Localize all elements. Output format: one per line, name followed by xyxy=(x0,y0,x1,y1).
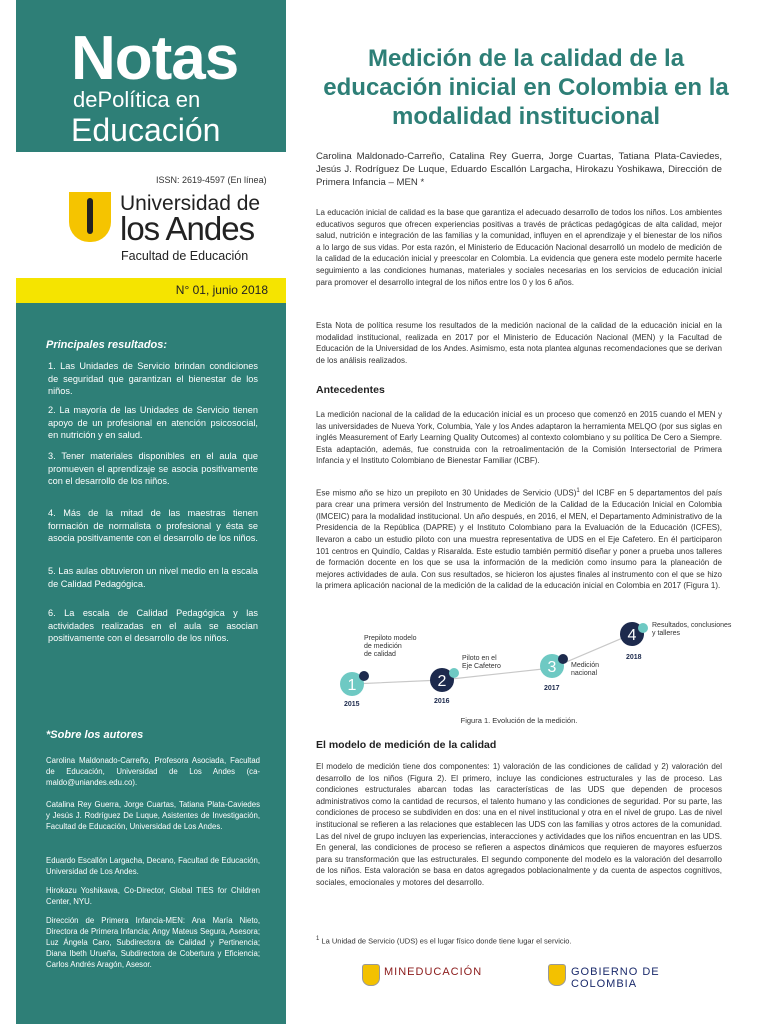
footnote-text: La Unidad de Servicio (UDS) es el lugar físico donde tiene lugar el servicio. xyxy=(319,936,572,946)
government-logo-text: GOBIERNO DE COLOMBIA xyxy=(571,966,660,990)
antecedentes-paragraph-1: La medición nacional de la calidad de la educación inicial es un proceso que comenzó en 2015 cuando el MEN y las universidades de Nueva York, Columbia, Yale y los Andes adaptaron la herramienta MELQO (por sus siglas en inglés Measurement of Early Learning Quality Outcomes) al contexto colombiano y su política De Cero a Siempre. Esta adaptación, además, fue construida con la retroalimentación de la Comisión Intersectorial de Primera Infancia y el Instituto Colombiano de Bienestar Familiar (ICBF). xyxy=(316,410,722,466)
author-entry: Hirokazu Yoshikawa, Co-Director, Global TIES for Children Center, NYU. xyxy=(46,886,260,906)
modelo-paragraph: El modelo de medición tiene dos componentes: 1) valoración de las condiciones de calidad y 2) valoración del desarrollo de los niños (Figura 2). El primero, incluye las condiciones estructurales y las de proceso. Las condiciones estructurales abarcan todas las características de las UDS que dependen de procesos administrativos como la cantidad de recursos, el talento humano y las condiciones de seguridad. Por su parte, las condiciones de proceso se subdividen en dos: una en el nivel institucional y otra en el nivel de grupo. Las de nivel institucional se refieren a las relaciones que establecen las UDS con las familias y otros actores de la comunidad. Las del nivel de grupo incluyen las experiencias, interacciones y actividades que los niños encuentran en las UDS. En general, las condiciones de proceso se refieren a aspectos dinámicos que requieren de mayores esfuerzos para su transformación que las estructurales. El segundo componente del modelo es la valoración del desarrollo de los niños. Esta valoración se basa en datos agregados poblacionalmente y da cuenta de aspectos cognitivos, sociales, emocionales y motores del desarrollo. xyxy=(316,762,723,887)
timeline-step-year: 2016 xyxy=(434,698,450,705)
issn: ISSN: 2619-4597 (En línea) xyxy=(156,175,267,185)
timeline-step-number: 1 xyxy=(347,677,357,694)
timeline-step-label: Medición nacional xyxy=(571,662,600,677)
authors-heading: *Sobre los autores xyxy=(46,729,144,741)
results-panel xyxy=(16,303,286,1024)
masthead-de: de xyxy=(73,87,98,112)
section-heading-antecedentes: Antecedentes xyxy=(316,384,385,396)
masthead-politica: Política en xyxy=(97,87,201,112)
section-heading-modelo: El modelo de medición de la calidad xyxy=(316,739,497,751)
timeline-step-dot xyxy=(449,668,459,678)
result-item: 1. Las Unidades de Servicio brindan condiciones de seguridad que garantizan el bienestar de los niños. xyxy=(48,361,258,397)
timeline-step-dot xyxy=(558,654,568,664)
antecedentes-paragraph-2-post: del ICBF en 5 departamentos del país para crear una primera versión del Instrumento de Medición de la Calidad de la Educación Inicial en Colombia (IMCEIC) para la modalidad institucional. Un año después, en 2016, el MEN, el Departamento Administrativo de la Presidencia de la República (DAPRE) y el Instituto Colombiano para la Evaluación de la Educación (ICFES), llevaron a cabo un estudio piloto con una muestra representativa de UDS en el Eje Cafetero. En él participaron 101 centros en Quindío, Caldas y Risaralda. Este estudio también permitió diseñar y poner a prueba unos talleres de formación docente en los que se usa la información de la medición como insumo para la planeación de mejores actividades de aula. Con sus resultados, se hicieron los ajustes finales al instrumento con el que se hizo la primera aplicación nacional de la medición de la calidad de la educación inicial en Colombia en 2017 (Figura 1). xyxy=(316,488,722,591)
figure-caption: Figura 1. Evolución de la medición. xyxy=(460,716,578,725)
university-name-line2: los Andes xyxy=(120,210,255,247)
issue-number: N° 01, junio 2018 xyxy=(175,283,268,297)
timeline-step-year: 2017 xyxy=(544,685,560,692)
university-shield-icon xyxy=(69,192,111,242)
timeline-step-number: 4 xyxy=(627,627,637,644)
result-item: 4. Más de la mitad de las maestras tienen formación de normalista o profesional y ésta se asocia positivamente con el desarrollo de los niños. xyxy=(48,508,258,544)
author-entry: Catalina Rey Guerra, Jorge Cuartas, Tatiana Plata-Caviedes y Jesús J. Rodríguez De Luque, Asistentes de Investigación, Facultad de Educación, Universidad de Los Andes. xyxy=(46,800,260,831)
result-item: 5. Las aulas obtuvieron un nivel medio en la escala de Calidad Pedagógica. xyxy=(48,566,258,589)
article-title: Medición de la calidad de la educación inicial en Colombia en la modalidad institucional xyxy=(323,45,729,130)
article-byline: Carolina Maldonado-Carreño, Catalina Rey Guerra, Jorge Cuartas, Tatiana Plata-Caviedes, Jesús J. Rodríguez De Luque, Eduardo Escallón Largacha, Hirokazu Yoshikawa, Dirección de Primera Infancia – MEN * xyxy=(316,151,722,188)
timeline-step-number: 2 xyxy=(437,673,447,690)
results-heading: Principales resultados: xyxy=(46,339,168,351)
masthead-subtitle xyxy=(73,88,200,112)
timeline-step-year: 2018 xyxy=(626,654,642,661)
left-sidebar xyxy=(16,0,286,1024)
intro-paragraph-1: La educación inicial de calidad es la base que garantiza el adecuado desarrollo de todos los niños. Los ambientes educativos seguros que ofrecen experiencias positivas a través de prácticas pedagógicas de alta calidad, mejor salud, nutrición e integración de las familias y la comunidad, influyen en el aprendizaje y el bienestar de los niños a lo largo de sus vidas. Por esta razón, el Ministerio de Educación Nacional desarrolló un modelo de medición de la calidad de la educación inicial y preescolar en Colombia. La evidencia que genera este modelo permite hacerle seguimiento a las condiciones humanas, materiales y sociales necesarias en los servicios de educación inicial para promover el desarrollo integral de los niños entre los 0 y los 6 años. xyxy=(316,208,722,287)
result-item: 2. La mayoría de las Unidades de Servicio tienen apoyo de un profesional en atención psicosocial, en nutrición y en salud. xyxy=(48,405,258,441)
footnote-number: 1 xyxy=(316,936,320,942)
ministry-logo-text: MINEDUCACIÓN xyxy=(384,966,483,978)
author-entry: Carolina Maldonado-Carreño, Profesora Asociada, Facultad de Educación, Universidad de Los Andes (ca-maldo@uniandes.edu.co). xyxy=(46,756,260,787)
timeline-step-dot xyxy=(359,671,369,681)
timeline-step-dot xyxy=(638,623,648,633)
masthead-educacion: Educación xyxy=(71,112,221,148)
author-entry: Dirección de Primera Infancia-MEN: Ana María Nieto, Directora de Primera Infancia; Angy Mateus Segura, Asesora; Luz Ángela Caro, Subdirectora de Calidad y Pertinencia; Diana Ibeth Urueña, Subdirectora de Cobertura y Eficiencia; Carlos Andrés Aragón, Asesor. xyxy=(46,916,260,969)
timeline-step-label: Piloto en el Eje Cafetero xyxy=(462,655,501,670)
government-crest-icon xyxy=(548,964,566,986)
footer-logos xyxy=(316,958,722,998)
masthead xyxy=(16,0,286,152)
timeline-step-label: Prepiloto modelo de medición de calidad xyxy=(364,635,417,658)
timeline-figure xyxy=(330,610,732,714)
result-item: 6. La escala de Calidad Pedagógica y las actividades realizadas en el aula se asocian positivamente con el desarrollo de los niños. xyxy=(48,608,258,644)
ministry-crest-icon xyxy=(362,964,380,986)
faculty-name: Facultad de Educación xyxy=(121,249,249,263)
issue-bar xyxy=(16,278,286,303)
university-name-line1: Universidad de xyxy=(120,192,261,215)
antecedentes-paragraph-2-pre: Ese mismo año se hizo un prepiloto en 30 Unidades de Servicio (UDS) xyxy=(316,488,577,498)
antecedentes-paragraph-2 xyxy=(316,486,722,592)
footnote-ref: 1 xyxy=(576,488,580,494)
result-item: 3. Tener materiales disponibles en el aula que promueven el aprendizaje se asocia positivamente con el desarrollo de los niños. xyxy=(48,451,258,487)
masthead-notas: Notas xyxy=(71,24,239,93)
intro-paragraph-2: Esta Nota de política resume los resultados de la medición nacional de la calidad de la educación inicial en la modalidad institucional, realizada en 2017 por el Ministerio de Educación Nacional (MEN) y la Facultad de Educación de la Universidad de los Andes. Asimismo, esta nota plantea algunas recomendaciones que se derivan de los análisis realizados. xyxy=(316,321,722,365)
author-entry: Eduardo Escallón Largacha, Decano, Facultad de Educación, Universidad de Los Andes. xyxy=(46,856,260,876)
timeline-step-number: 3 xyxy=(547,659,557,676)
footnote xyxy=(316,936,722,946)
timeline-step-year: 2015 xyxy=(344,701,360,708)
timeline-step-label: Resultados, conclusiones y talleres xyxy=(652,622,732,637)
